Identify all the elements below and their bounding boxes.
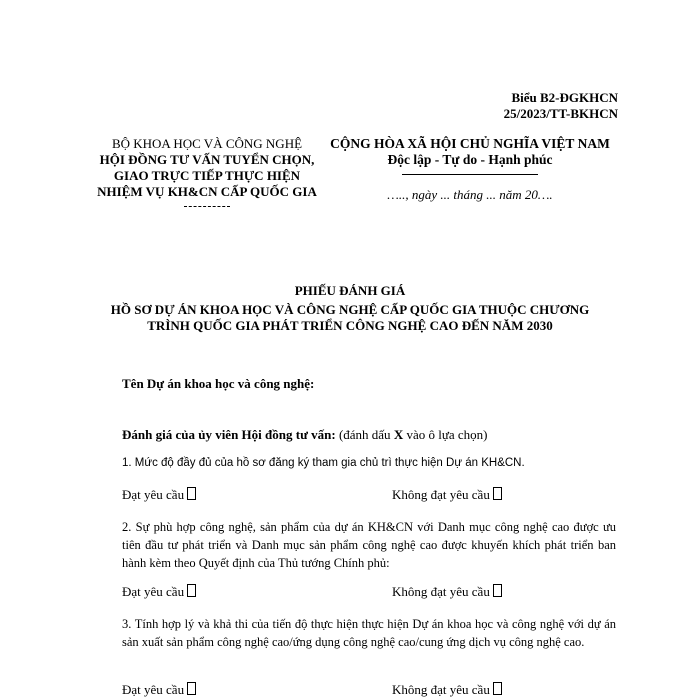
criterion-2-fail[interactable] [392,584,502,600]
form-code-line1: Biểu B2-ĐGKHCN [511,90,618,105]
right-header [330,136,610,203]
criterion-1-text: 1. Mức độ đầy đủ của hồ sơ đăng ký tham gia chủ trì thực hiện Dự án KH&CN. [122,457,525,469]
council-name: HỘI ĐỒNG TƯ VẤN TUYỂN CHỌN, GIAO TRỰC TIẾP THỰC HIỆN NHIỆM VỤ KH&CN CẤP QUỐC GIA [97,152,317,199]
motto-rule [402,174,538,175]
criterion-2-pass[interactable] [122,584,196,600]
ministry-name: BỘ KHOA HỌC VÀ CÔNG NGHỆ [111,136,303,151]
criterion-2-text: 2. Sự phù hợp công nghệ, sản phẩm của dự án KH&CN với Danh mục công nghệ cao được ưu tiên đầu tư phát triển và Danh mục sản phẩm công nghệ cao được khuyến khích phát triển ban hành kèm theo Quyết định của Thủ tướng Chính phủ: [122,520,616,570]
checkbox-icon[interactable] [187,487,196,500]
evaluation-note-pre: (đánh dấu [338,427,394,442]
left-header-rule [184,206,230,207]
project-name-label: Tên Dự án khoa học và công nghệ: [122,376,315,391]
criterion-3-fail[interactable] [392,682,502,698]
checkbox-icon[interactable] [493,584,502,597]
form-code-line2: 25/2023/TT-BKHCN [503,106,618,121]
checkbox-icon[interactable] [493,682,502,695]
date-line: ….., ngày ... tháng ... năm 20…. [387,187,553,202]
evaluation-note-x: X [393,427,404,442]
form-code [504,90,618,122]
checkbox-icon[interactable] [493,487,502,500]
criterion-1-fail-label: Không đạt yêu cầu [392,487,490,502]
criterion-3-text: 3. Tính hợp lý và khả thi của tiến độ thực hiện thực hiện Dự án khoa học và công nghệ với dự án sản xuất sản phẩm công nghệ cao/ứng dụng công nghệ cao/cung ứng dịch vụ công nghệ cao. [122,617,616,649]
criterion-2-fail-label: Không đạt yêu cầu [392,584,490,599]
national-motto: Độc lập - Tự do - Hạnh phúc [387,152,553,167]
evaluation-label [122,427,488,443]
evaluation-label-bold: Đánh giá của ủy viên Hội đồng tư vấn: [122,427,336,442]
criterion-3-pass[interactable] [122,682,196,698]
document-subtitle: HỒ SƠ DỰ ÁN KHOA HỌC VÀ CÔNG NGHỆ CẤP QUỐC GIA THUỘC CHƯƠNG TRÌNH QUỐC GIA PHÁT TRIỂN CÔNG NGHỆ CAO ĐẾN NĂM 2030 [110,302,590,333]
evaluation-note-post: vào ô lựa chọn) [403,427,488,442]
checkbox-icon[interactable] [187,584,196,597]
document-title: PHIẾU ĐÁNH GIÁ [294,283,406,298]
country-name: CỘNG HÒA XÃ HỘI CHỦ NGHĨA VIỆT NAM [330,136,610,151]
criterion-1-fail[interactable] [392,487,502,503]
checkbox-icon[interactable] [187,682,196,695]
criterion-1-pass-label: Đạt yêu cầu [122,487,185,502]
criterion-3-fail-label: Không đạt yêu cầu [392,682,490,697]
criterion-1-pass[interactable] [122,487,196,503]
criterion-3-pass-label: Đạt yêu cầu [122,682,185,697]
left-header [92,136,322,207]
criterion-2-pass-label: Đạt yêu cầu [122,584,185,599]
